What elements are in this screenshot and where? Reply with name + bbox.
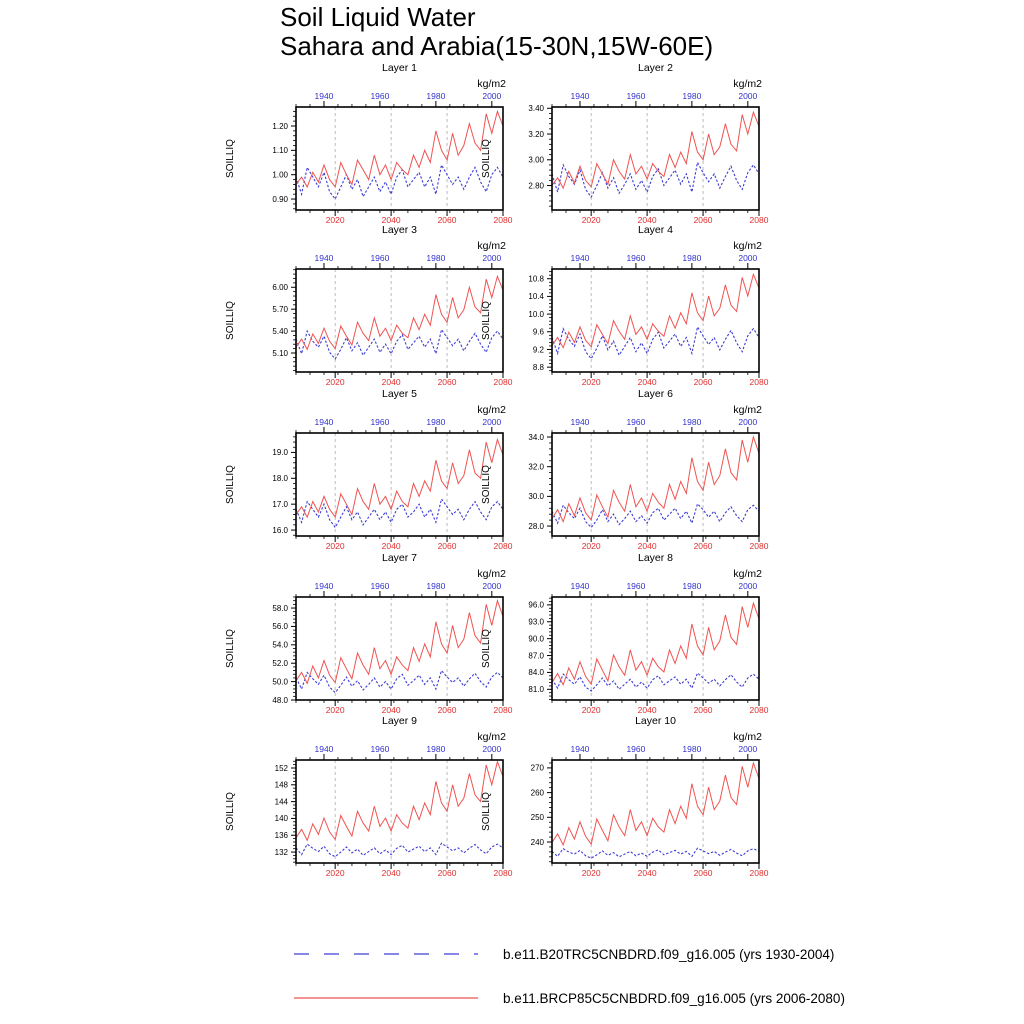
unit-label: kg/m2: [477, 240, 506, 252]
plot-box: [552, 433, 759, 536]
unit-label: kg/m2: [477, 731, 506, 743]
bottom-axis-tick-label: 2060: [437, 705, 457, 715]
bottom-axis-tick-label: 2020: [325, 377, 345, 387]
y-axis-tick-label: 90.0: [528, 634, 544, 644]
y-axis-label: SOILLIQ: [225, 301, 236, 340]
chart-layer-2: [466, 59, 784, 233]
title-line2: Sahara and Arabia(15-30N,15W-60E): [280, 31, 714, 61]
plot-box: [552, 760, 759, 863]
y-axis-tick-label: 58.0: [272, 603, 288, 613]
y-axis-tick-label: 87.0: [528, 651, 544, 661]
chart-layer-4: [466, 221, 784, 395]
y-axis-tick-label: 10.0: [528, 309, 544, 319]
unit-label: kg/m2: [733, 78, 762, 90]
y-axis-label: SOILLIQ: [225, 629, 236, 668]
y-axis-tick-label: 56.0: [272, 622, 288, 632]
panel-title: Layer 8: [637, 552, 674, 564]
top-axis-tick-label: 1940: [314, 417, 334, 427]
y-axis-tick-label: 0.90: [272, 194, 288, 204]
top-axis-tick-label: 1980: [682, 253, 702, 263]
unit-label: kg/m2: [477, 78, 506, 90]
y-axis-tick-label: 250: [530, 813, 544, 823]
y-axis-tick-label: 2.80: [528, 181, 544, 191]
y-axis-tick-label: 32.0: [528, 462, 544, 472]
top-axis-tick-label: 2000: [738, 581, 758, 591]
legend-item-hist: [292, 946, 834, 962]
legend-label-hist: b.e11.B20TRC5CNBDRD.f09_g16.005 (yrs 1930-2004): [503, 946, 835, 962]
top-axis-tick-label: 1940: [314, 581, 334, 591]
series-hist-line: [552, 327, 759, 359]
y-axis-tick-label: 93.0: [528, 617, 544, 627]
bottom-axis-tick-label: 2040: [637, 377, 657, 387]
top-axis-tick-label: 1980: [682, 744, 702, 754]
top-axis-tick-label: 1940: [570, 253, 590, 263]
y-axis-label: SOILLIQ: [481, 139, 492, 178]
panel-title: Layer 10: [635, 715, 676, 727]
top-axis-tick-label: 1960: [370, 581, 390, 591]
series-rcp-line: [552, 274, 759, 347]
top-axis-tick-label: 1940: [570, 581, 590, 591]
unit-label: kg/m2: [733, 240, 762, 252]
plot-box: [552, 107, 759, 210]
legend-line-solid-icon: [292, 991, 480, 1005]
top-axis-tick-label: 1980: [682, 91, 702, 101]
top-axis-tick-label: 1960: [626, 253, 646, 263]
y-axis-label: SOILLIQ: [225, 792, 236, 831]
y-axis-tick-label: 260: [530, 788, 544, 798]
y-axis-label: SOILLIQ: [225, 139, 236, 178]
bottom-axis-tick-label: 2080: [749, 705, 769, 715]
top-axis-tick-label: 1960: [626, 417, 646, 427]
y-axis-tick-label: 9.2: [532, 345, 544, 355]
series-rcp-line: [552, 437, 759, 522]
top-axis-tick-label: 2000: [482, 253, 502, 263]
top-axis-tick-label: 1960: [370, 253, 390, 263]
y-axis-tick-label: 5.70: [272, 304, 288, 314]
panel-title: Layer 3: [381, 224, 418, 236]
y-axis-label: SOILLIQ: [481, 301, 492, 340]
top-axis-tick-label: 2000: [482, 91, 502, 101]
top-axis-tick-label: 2000: [482, 744, 502, 754]
y-axis-tick-label: 10.4: [528, 292, 544, 302]
bottom-axis-tick-label: 2020: [581, 377, 601, 387]
bottom-axis-tick-label: 2040: [381, 868, 401, 878]
bottom-axis-tick-label: 2040: [637, 868, 657, 878]
plot-box: [552, 269, 759, 372]
top-axis-tick-label: 1980: [426, 744, 446, 754]
y-axis-tick-label: 28.0: [528, 521, 544, 531]
y-axis-tick-label: 10.8: [528, 274, 544, 284]
top-axis-tick-label: 2000: [738, 744, 758, 754]
bottom-axis-tick-label: 2020: [581, 705, 601, 715]
y-axis-tick-label: 144: [274, 797, 288, 807]
top-axis-tick-label: 1960: [626, 581, 646, 591]
panel-title: Layer 9: [381, 715, 418, 727]
bottom-axis-tick-label: 2020: [581, 541, 601, 551]
bottom-axis-tick-label: 2060: [437, 377, 457, 387]
top-axis-tick-label: 1940: [570, 91, 590, 101]
chart-layer-8: [466, 549, 784, 723]
bottom-axis-tick-label: 2060: [437, 541, 457, 551]
y-axis-tick-label: 16.0: [272, 525, 288, 535]
y-axis-tick-label: 148: [274, 780, 288, 790]
bottom-axis-tick-label: 2060: [693, 215, 713, 225]
y-axis-tick-label: 48.0: [272, 695, 288, 705]
top-axis-tick-label: 1960: [370, 744, 390, 754]
series-rcp-line: [552, 603, 759, 685]
panel-title: Layer 2: [637, 62, 674, 74]
y-axis-tick-label: 152: [274, 763, 288, 773]
y-axis-label: SOILLIQ: [481, 465, 492, 504]
bottom-axis-tick-label: 2080: [493, 215, 513, 225]
y-axis-tick-label: 9.6: [532, 327, 544, 337]
y-axis-label: SOILLIQ: [225, 465, 236, 504]
unit-label: kg/m2: [733, 404, 762, 416]
series-hist-line: [552, 848, 759, 858]
bottom-axis-tick-label: 2020: [325, 868, 345, 878]
y-axis-tick-label: 54.0: [272, 640, 288, 650]
panel-title: Layer 1: [381, 62, 418, 74]
title-line1: Soil Liquid Water: [280, 2, 476, 32]
top-axis-tick-label: 1960: [370, 91, 390, 101]
bottom-axis-tick-label: 2040: [637, 705, 657, 715]
y-axis-tick-label: 1.20: [272, 121, 288, 131]
bottom-axis-tick-label: 2060: [437, 868, 457, 878]
top-axis-tick-label: 1980: [682, 581, 702, 591]
panel-title: Layer 5: [381, 388, 418, 400]
bottom-axis-tick-label: 2080: [749, 868, 769, 878]
bottom-axis-tick-label: 2020: [325, 541, 345, 551]
panel-title: Layer 7: [381, 552, 418, 564]
bottom-axis-tick-label: 2040: [381, 215, 401, 225]
y-axis-tick-label: 140: [274, 814, 288, 824]
y-axis-tick-label: 1.00: [272, 170, 288, 180]
bottom-axis-tick-label: 2060: [693, 868, 713, 878]
y-axis-tick-label: 136: [274, 831, 288, 841]
bottom-axis-tick-label: 2060: [693, 377, 713, 387]
series-rcp-line: [552, 112, 759, 188]
y-axis-tick-label: 19.0: [272, 448, 288, 458]
bottom-axis-tick-label: 2040: [381, 541, 401, 551]
unit-label: kg/m2: [733, 568, 762, 580]
top-axis-tick-label: 1940: [314, 253, 334, 263]
top-axis-tick-label: 1960: [626, 744, 646, 754]
bottom-axis-tick-label: 2060: [437, 215, 457, 225]
bottom-axis-tick-label: 2020: [581, 215, 601, 225]
top-axis-tick-label: 1980: [426, 417, 446, 427]
legend-line-dashed-icon: [292, 947, 480, 961]
y-axis-tick-label: 5.10: [272, 348, 288, 358]
bottom-axis-tick-label: 2080: [749, 541, 769, 551]
top-axis-tick-label: 1980: [426, 91, 446, 101]
top-axis-tick-label: 1980: [426, 581, 446, 591]
top-axis-tick-label: 1940: [570, 744, 590, 754]
bottom-axis-tick-label: 2040: [381, 705, 401, 715]
y-axis-tick-label: 96.0: [528, 600, 544, 610]
top-axis-tick-label: 1940: [314, 744, 334, 754]
unit-label: kg/m2: [477, 568, 506, 580]
unit-label: kg/m2: [477, 404, 506, 416]
bottom-axis-tick-label: 2060: [693, 541, 713, 551]
bottom-axis-tick-label: 2040: [381, 377, 401, 387]
top-axis-tick-label: 1960: [626, 91, 646, 101]
bottom-axis-tick-label: 2080: [749, 377, 769, 387]
y-axis-tick-label: 132: [274, 847, 288, 857]
y-axis-tick-label: 5.40: [272, 326, 288, 336]
bottom-axis-tick-label: 2080: [493, 868, 513, 878]
legend-label-rcp: b.e11.BRCP85C5CNBDRD.f09_g16.005 (yrs 2006-2080): [503, 990, 845, 1006]
panel-title: Layer 6: [637, 388, 674, 400]
unit-label: kg/m2: [733, 731, 762, 743]
bottom-axis-tick-label: 2060: [693, 705, 713, 715]
y-axis-tick-label: 34.0: [528, 432, 544, 442]
chart-layer-6: [466, 385, 784, 559]
series-hist-line: [552, 673, 759, 691]
bottom-axis-tick-label: 2040: [637, 541, 657, 551]
top-axis-tick-label: 1940: [570, 417, 590, 427]
y-axis-tick-label: 30.0: [528, 492, 544, 502]
chart-layer-10: [466, 712, 784, 886]
bottom-axis-tick-label: 2080: [749, 215, 769, 225]
top-axis-tick-label: 1980: [682, 417, 702, 427]
bottom-axis-tick-label: 2080: [493, 705, 513, 715]
y-axis-tick-label: 240: [530, 837, 544, 847]
y-axis-tick-label: 84.0: [528, 668, 544, 678]
bottom-axis-tick-label: 2020: [581, 868, 601, 878]
y-axis-tick-label: 1.10: [272, 146, 288, 156]
top-axis-tick-label: 1940: [314, 91, 334, 101]
top-axis-tick-label: 2000: [738, 91, 758, 101]
top-axis-tick-label: 2000: [738, 253, 758, 263]
bottom-axis-tick-label: 2080: [493, 541, 513, 551]
bottom-axis-tick-label: 2040: [637, 215, 657, 225]
y-axis-label: SOILLIQ: [481, 792, 492, 831]
series-rcp-line: [552, 763, 759, 845]
top-axis-tick-label: 1980: [426, 253, 446, 263]
y-axis-tick-label: 50.0: [272, 677, 288, 687]
y-axis-tick-label: 270: [530, 763, 544, 773]
bottom-axis-tick-label: 2020: [325, 705, 345, 715]
y-axis-tick-label: 8.8: [532, 362, 544, 372]
legend-item-rcp: [292, 990, 845, 1006]
y-axis-label: SOILLIQ: [481, 629, 492, 668]
top-axis-tick-label: 2000: [482, 417, 502, 427]
y-axis-tick-label: 52.0: [272, 659, 288, 669]
y-axis-tick-label: 3.00: [528, 155, 544, 165]
y-axis-tick-label: 17.0: [272, 499, 288, 509]
plot-box: [552, 597, 759, 700]
y-axis-tick-label: 6.00: [272, 283, 288, 293]
top-axis-tick-label: 2000: [738, 417, 758, 427]
y-axis-tick-label: 3.40: [528, 104, 544, 114]
bottom-axis-tick-label: 2020: [325, 215, 345, 225]
bottom-axis-tick-label: 2080: [493, 377, 513, 387]
y-axis-tick-label: 18.0: [272, 474, 288, 484]
y-axis-tick-label: 81.0: [528, 685, 544, 695]
panel-title: Layer 4: [637, 224, 674, 236]
top-axis-tick-label: 1960: [370, 417, 390, 427]
y-axis-tick-label: 3.20: [528, 129, 544, 139]
top-axis-tick-label: 2000: [482, 581, 502, 591]
